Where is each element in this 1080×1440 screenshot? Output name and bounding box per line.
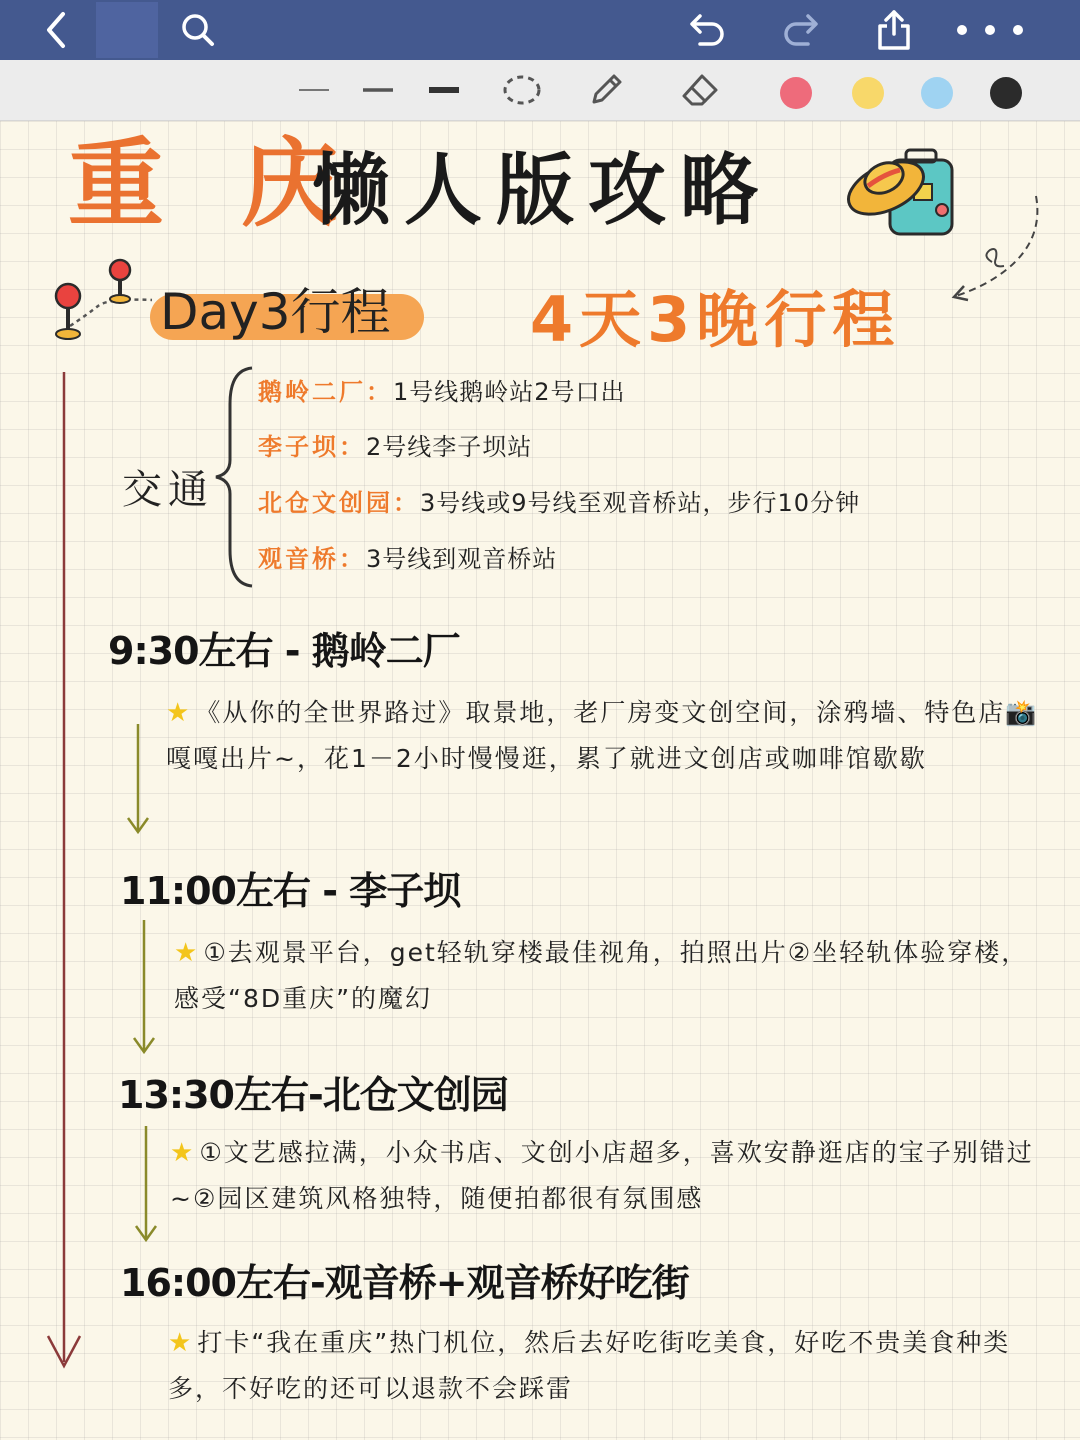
color-swatch-pink[interactable]: [780, 77, 812, 109]
more-button[interactable]: [950, 6, 1030, 54]
luggage-hat-icon: [842, 140, 960, 240]
traffic-route-4: 观音桥：3号线到观音桥站: [258, 545, 558, 573]
eraser-tool-button[interactable]: [678, 70, 722, 110]
drawing-toolbar: [0, 60, 1080, 121]
title-main: 懒人版攻略: [312, 146, 773, 236]
day-label: Day3行程: [160, 283, 391, 341]
medium-line-icon: [361, 85, 395, 95]
star-icon: ★: [166, 698, 192, 728]
step-arrow-icon: [130, 918, 160, 1056]
itinerary-desc-1: ★ 《从你的全世界路过》取景地，老厂房变文创空间，涂鸦墙、特色店📸嘎嘎出片~，花1－2小时慢慢逛，累了就进文创店或咖啡馆歇歇: [166, 698, 1039, 773]
lasso-tool-button[interactable]: [500, 70, 544, 110]
star-icon: ★: [170, 1138, 196, 1168]
step-arrow-icon: [124, 722, 154, 836]
undo-button[interactable]: [684, 6, 732, 54]
color-swatch-yellow[interactable]: [852, 77, 884, 109]
star-icon: ★: [174, 938, 200, 968]
share-button[interactable]: [870, 6, 918, 54]
search-icon: [180, 12, 216, 48]
doodle-arrow-icon: [946, 190, 1046, 308]
color-swatch-blue[interactable]: [921, 77, 953, 109]
lasso-icon: [501, 73, 543, 107]
more-icon: [952, 22, 1028, 38]
chevron-left-icon: [41, 10, 71, 50]
itinerary-time-1: 9:30左右 - 鹅岭二厂: [108, 629, 460, 673]
thin-line-icon: [297, 85, 331, 95]
traffic-route-3: 北仓文创园：3号线或9号线至观音桥站，步行10分钟: [258, 489, 861, 517]
redo-icon: [780, 12, 820, 48]
top-nav-bar: [0, 0, 1080, 60]
itinerary-desc-2: ★ ①去观景平台，get轻轨穿楼最佳视角，拍照出片②坐轻轨体验穿楼，感受“8D重庆”的魔幻: [174, 938, 1029, 1013]
color-swatch-black[interactable]: [990, 77, 1022, 109]
medium-stroke-button[interactable]: [356, 70, 400, 110]
share-icon: [875, 8, 913, 52]
undo-icon: [688, 12, 728, 48]
pen-tool-button[interactable]: [584, 70, 628, 110]
itinerary-time-4: 16:00左右-观音桥+观音桥好吃街: [120, 1261, 689, 1305]
traffic-heading: 交通: [122, 467, 214, 513]
thin-stroke-button[interactable]: [292, 70, 336, 110]
traffic-route-2: 李子坝：2号线李子坝站: [258, 433, 533, 461]
search-button[interactable]: [174, 6, 222, 54]
trip-duration-label: 4天3晚行程: [530, 283, 901, 356]
itinerary-desc-4: ★ 打卡“我在重庆”热门机位，然后去好吃街吃美食，好吃不贵美食种类多，不好吃的还可以退款不会踩雷: [168, 1328, 1011, 1403]
curly-brace-icon: [212, 364, 256, 590]
star-icon: ★: [168, 1328, 194, 1358]
itinerary-time-3: 13:30左右-北仓文创园: [118, 1073, 508, 1117]
thick-line-icon: [427, 85, 461, 95]
timeline-arrow-icon: [44, 370, 84, 1372]
itinerary-time-2: 11:00左右 - 李子坝: [120, 869, 461, 913]
title-city: 重 庆: [68, 128, 360, 240]
thick-stroke-button[interactable]: [422, 70, 466, 110]
pen-icon: [586, 70, 626, 110]
step-arrow-icon: [132, 1124, 162, 1244]
eraser-icon: [678, 70, 722, 110]
itinerary-desc-3: ★ ①文艺感拉满，小众书店、文创小店超多，喜欢安静逛店的宝子别错过~②园区建筑风格独特，随便拍都很有氛围感: [170, 1138, 1034, 1213]
tab-highlight: [96, 2, 158, 58]
redo-button[interactable]: [776, 6, 824, 54]
back-button[interactable]: [32, 6, 80, 54]
traffic-route-1: 鹅岭二厂：1号线鹅岭站2号口出: [258, 378, 626, 406]
map-pin-icon: [48, 256, 160, 342]
